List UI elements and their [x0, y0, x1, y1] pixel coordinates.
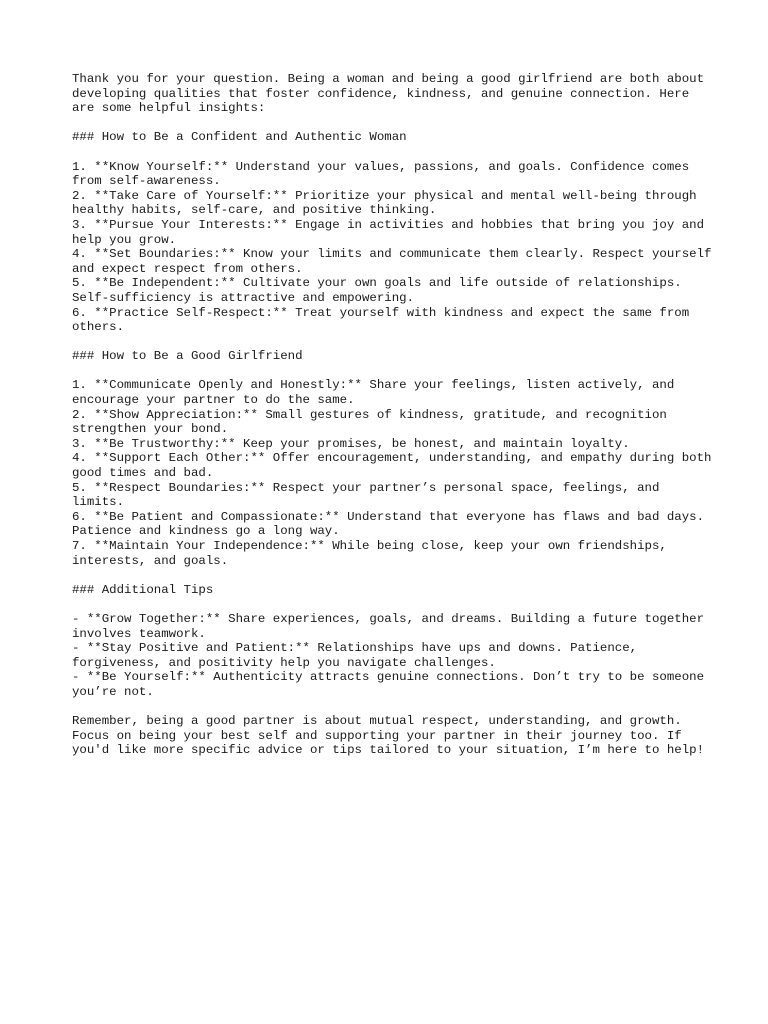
list-item: - **Stay Positive and Patient:** Relationships have ups and downs. Patience, forgiveness, and positivity help you navigate challenges.	[72, 641, 645, 670]
list-item: 4. **Support Each Other:** Offer encouragement, understanding, and empathy during both good times and bad.	[72, 451, 719, 481]
list-item: 5. **Respect Boundaries:** Respect your partner’s personal space, feelings, and limits.	[72, 480, 667, 510]
list-additional-tips	[72, 612, 712, 700]
list-item: 5. **Be Independent:** Cultivate your own goals and life outside of relationships. Self-sufficiency is attractive and empowering.	[72, 276, 690, 305]
list-item: 3. **Pursue Your Interests:** Engage in activities and hobbies that bring you joy and help you grow.	[72, 217, 712, 247]
list-item: 7. **Maintain Your Independence:** While being close, keep your own friendships, interests, and goals.	[72, 539, 675, 568]
list-good-girlfriend	[72, 378, 719, 568]
closing-paragraph: Remember, being a good partner is about mutual respect, understanding, and growth. Focus on being your best self and supporting your partner in their journey too. If you'd like more specific advice or tips tailored to your situation, I’m here to help!	[72, 714, 705, 758]
list-item: 1. **Communicate Openly and Honestly:** Share your feelings, listen actively, and encourage your partner to do the same.	[72, 378, 682, 408]
section-heading-confident-woman: ### How to Be a Confident and Authentic Woman	[72, 130, 407, 145]
list-item: 2. **Take Care of Yourself:** Prioritize your physical and mental well-being through healthy habits, self-care, and positive thinking.	[72, 188, 705, 218]
list-item: - **Be Yourself:** Authenticity attracts genuine connections. Don’t try to be someone you’re not.	[72, 670, 712, 699]
document-page	[72, 72, 719, 773]
list-confident-woman	[72, 159, 719, 335]
section-heading-additional-tips: ### Additional Tips	[72, 582, 214, 597]
list-item: - **Grow Together:** Share experiences, goals, and dreams. Building a future together involves teamwork.	[72, 611, 712, 641]
list-item: 6. **Be Patient and Compassionate:** Understand that everyone has flaws and bad days. Patience and kindness go a long way.	[72, 509, 712, 539]
list-item: 1. **Know Yourself:** Understand your values, passions, and goals. Confidence comes from self-awareness.	[72, 159, 697, 189]
list-item: 2. **Show Appreciation:** Small gestures of kindness, gratitude, and recognition strengthen your bond.	[72, 407, 675, 437]
list-item: 4. **Set Boundaries:** Know your limits and communicate them clearly. Respect yourself and expect respect from others.	[72, 247, 719, 276]
list-item: 6. **Practice Self-Respect:** Treat yourself with kindness and expect the same from others.	[72, 305, 697, 335]
intro-paragraph: Thank you for your question. Being a woman and being a good girlfriend are both about developing qualities that foster confidence, kindness, and genuine connection. Here are some helpful insights:	[72, 72, 712, 116]
list-item: 3. **Be Trustworthy:** Keep your promises, be honest, and maintain loyalty.	[72, 436, 630, 451]
section-heading-good-girlfriend: ### How to Be a Good Girlfriend	[72, 349, 303, 364]
